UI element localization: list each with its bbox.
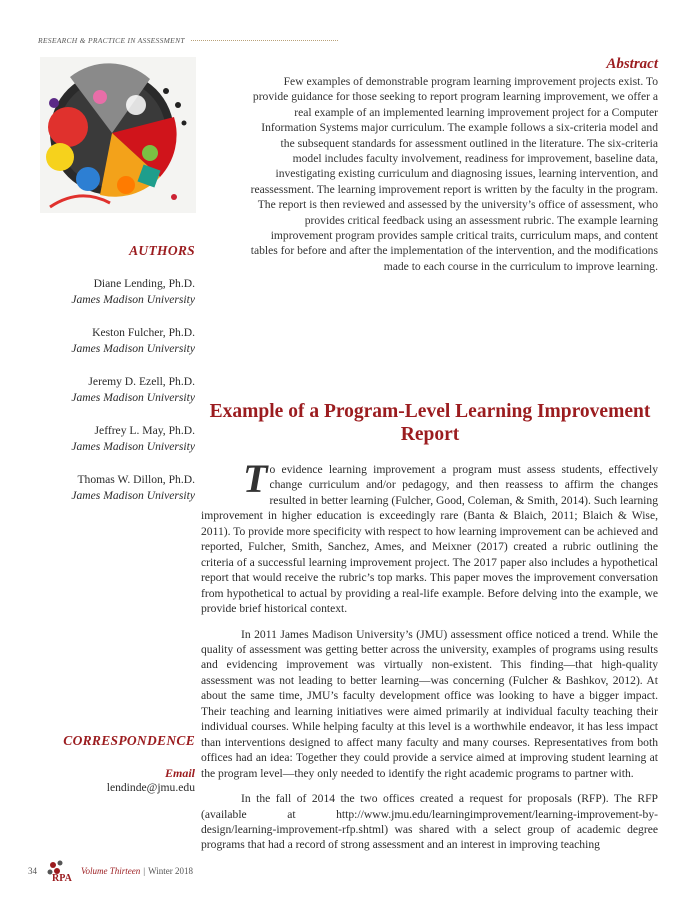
author-entry	[25, 423, 195, 454]
author-entry	[25, 325, 195, 356]
article-body	[201, 456, 658, 863]
author-entry	[25, 276, 195, 307]
body-paragraph: In 2011 James Madison University’s (JMU) assessment office noticed a trend. While the quality of assessment was getting better across the university, examples of programs using results and evidencing improvement was virtually non-existent. This finding—that high-quality assessment was not leading to better learning—was concerning (Fulcher & Bashkov, 2012). At about the same time, JMU’s faculty development office was looking to have a bigger impact. Their teaching and learning initiatives were aimed primarily at individual faculty teaching their individual courses. While helping faculty at this level is a worthwhile endeavor, it has less impact than interventions designed to affect many faculty and many courses. Representatives from both offices had an idea: Together they could provide a service aimed at improving student learning at the program level—they only needed to identify the right academic programs to partner with.	[201, 627, 658, 780]
paragraph-text: o evidence learning improvement a program must assess students, effectively change curriculum and/or pedagogy, and then reassess to affirm the changes resulted in better learning (Fulcher, Good, Coleman, & Smith, 2014). Such learning improvement in higher education is exceedingly rare (Banta & Blaich, 2011; Blaich & Wise, 2011). To provide more specificity with respect to how learning improvement can be achieved and reported, Fulcher, Smith, Sanchez, Ames, and Meixner (2017) created a rubric outlining the criteria of a successful learning improvement project. The 2017 paper also includes a hypothetical report that would receive the rubric’s top marks. This paper moves the improvement conversation from hypothetical to actual by providing a real-life example. Before delving into the example, we provide brief historical context.	[201, 463, 658, 616]
logo-text: RPA	[52, 873, 72, 882]
author-entry	[25, 374, 195, 405]
authors-list	[25, 276, 195, 521]
volume-label: Volume Thirteen	[81, 866, 141, 876]
author-affiliation: James Madison University	[71, 439, 195, 453]
page-number: 34	[28, 866, 37, 876]
author-affiliation: James Madison University	[71, 292, 195, 306]
email-label: Email	[164, 766, 195, 780]
author-affiliation: James Madison University	[71, 390, 195, 404]
running-head	[38, 36, 338, 45]
body-paragraph	[201, 456, 658, 617]
author-name: Thomas W. Dillon, Ph.D.	[77, 473, 195, 486]
correspondence-heading: CORRESPONDENCE	[63, 733, 195, 748]
author-affiliation: James Madison University	[71, 341, 195, 355]
author-affiliation: James Madison University	[71, 488, 195, 502]
body-paragraph: In the fall of 2014 the two offices created a request for proposals (RFP). The RFP (available at http://www.jmu.edu/learningimprovement/learning-improvement-by-design/learning-improvement-rfp.shtml) was shared with a select group of academic degree programs that had a record of strong assessment and an interest in improving teaching	[201, 792, 658, 852]
issue-season: Winter 2018	[148, 866, 193, 876]
author-name: Jeremy D. Ezell, Ph.D.	[88, 375, 195, 388]
author-name: Diane Lending, Ph.D.	[93, 277, 195, 290]
abstract-text: Few examples of demonstrable program learning improvement projects exist. To provide guidance for those seeking to report program learning improvement, we offer a real example of an implemented learning improvement project for a Computer Information Systems major curriculum. The example follows a six-criteria model and the subsequent standards for assessment outlined in the literature. The six-criteria model includes faculty involvement, readiness for improvement, baseline data, investigating existing curriculum and diagnosing issues, learning intervention, and reassessment. The learning improvement report is written by the faculty in the program. The report is then reviewed and assessed by the university’s office of assessment, who provides critical feedback using an assessment rubric. The example learning improvement program provides sample critical traits, curriculum maps, and content tables for before and after the implementation of the intervention, and the modifications made to each course in the curriculum to improve learning.	[250, 75, 658, 273]
authors-heading: AUTHORS	[129, 243, 195, 258]
footer-separator: |	[143, 866, 146, 876]
author-name: Jeffrey L. May, Ph.D.	[94, 424, 195, 437]
page-footer	[28, 860, 193, 882]
cover-artwork-image	[40, 57, 196, 213]
running-head-dotted-rule	[191, 40, 338, 41]
abstract-heading: Abstract	[606, 56, 658, 72]
author-name: Keston Fulcher, Ph.D.	[92, 326, 195, 339]
rpa-logo-icon	[47, 860, 77, 882]
email-address: lendinde@jmu.edu	[106, 781, 195, 794]
author-entry	[25, 472, 195, 503]
article-title: Example of a Program-Level Learning Improvement Report	[209, 401, 651, 445]
drop-cap: T	[243, 456, 268, 501]
running-head-text: RESEARCH & PRACTICE IN ASSESSMENT	[38, 36, 185, 45]
